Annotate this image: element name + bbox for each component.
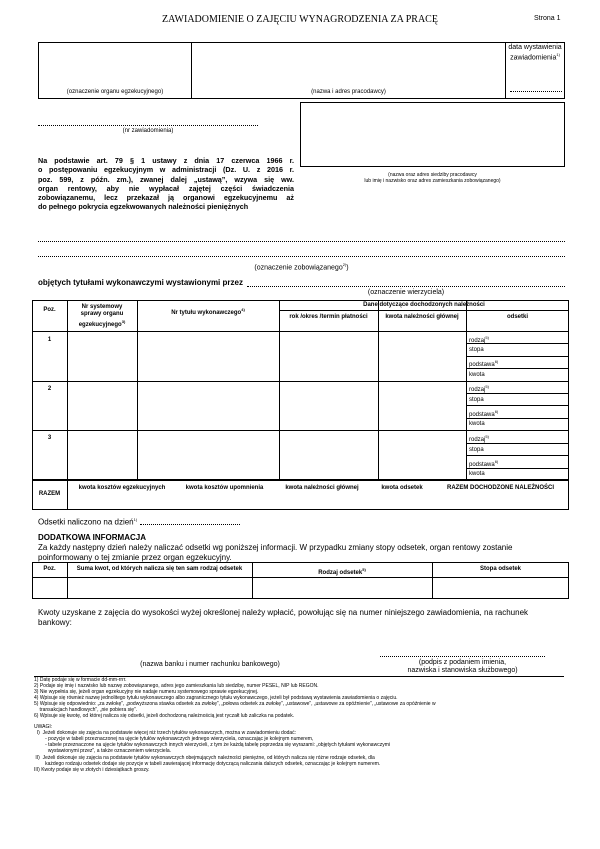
interest-col-poz: Poz. xyxy=(43,566,56,572)
notice-number-label: (nr zawiadomienia) xyxy=(122,128,174,134)
remarks-heading: UWAGI: xyxy=(34,724,53,730)
col-title-no: Nr tytułu wykonawczego$^{4)}$ xyxy=(171,307,245,316)
footnote: transakcjach handlowych”, „nie pobiera się”. xyxy=(34,707,138,713)
col-interest: odsetki xyxy=(506,314,528,320)
sub-label-rate: stopa xyxy=(469,347,484,353)
footnote: 2) Podaje się imię i nazwisko lub nazwę zobowiązanego, adres jego zamieszkania lub siedzibę, numer PESEL, NIP lub REGON. xyxy=(34,683,319,689)
sub-label-rate: stopa xyxy=(469,447,484,453)
remark-line: każdego rodzaju odsetek dodaje się pozycje w tabeli zawierającej informację dotyczącą naliczania dalszych odsetek, oznaczając je kolejnym numerem. xyxy=(34,761,381,767)
additional-heading: DODATKOWA INFORMACJA xyxy=(38,533,146,542)
totals-costs: kwota kosztów egzekucyjnych xyxy=(78,485,166,491)
debtor-label-2: lub imię i nazwisko oraz adres zamieszkania zobowiązanego) xyxy=(364,178,501,184)
legal-text: Na podstawie art. 79 § 1 ustawy z dnia 17 czerwca 1966 r. o postępowaniu egzekucyjnym w administracji (Dz. U. z 2016 r. poz. 599, z późn. zm.), zwanej dalej „ustawą”, wzywa się ww. organ rentowy, aby nie wypłacał zajętej części świadczenia zobowiązanemu, lecz przekazał ją organowi egzekucyjnemu aż do pełnego pokrycia egzekwowanych należności pieniężnych xyxy=(38,156,294,212)
debtor-label-1: (nazwa oraz adres siedziby pracodawcy xyxy=(388,172,477,178)
col-poz: Poz. xyxy=(43,307,56,313)
row-number: 2 xyxy=(47,386,52,392)
sub-label-amount: kwota xyxy=(469,372,485,378)
sub-label-type: rodzaj$^{5)}$ xyxy=(469,335,489,344)
titles-heading: objętych tytułami wykonawczymi wystawionymi przez xyxy=(38,278,243,287)
document-title: ZAWIADOMIENIE O ZAJĘCIU WYNAGRODZENIA ZA PRACĘ xyxy=(162,14,438,25)
remark-line: - tabele przeznaczone na ujęcie tytułów wykonawczych innych wierzycieli, z tym że każdą tabelę poprzedza się wyrazami: „objętych tytułami wykonawczymi xyxy=(34,742,390,748)
totals-sum: RAZEM DOCHODZONE NALEŻNOŚCI xyxy=(447,485,554,491)
remark-line: III) Kwoty podaje się w złotych i dziesiątkach groszy. xyxy=(34,767,150,773)
organ-label: (oznaczenie organu egzekucyjnego) xyxy=(66,89,164,95)
bank-label: (nazwa banku i numer rachunku bankowego) xyxy=(140,661,280,668)
additional-text-1: Za każdy następny dzień należy naliczać odsetki wg poniższej informacji. W przypadku zmiany stopy odsetek, organ rentowy zostanie xyxy=(38,543,513,552)
footnote: 3) Nie wypełnia się, jeżeli organ egzekucyjny nie nadaje numeru systemowego sprawie egzekucyjnej. xyxy=(34,689,259,695)
additional-text-2: poinformowany o tej zmianie przez organ egzekucyjny. xyxy=(38,553,232,562)
sub-label-rate: stopa xyxy=(469,397,484,403)
payment-text-1: Kwoty uzyskane z zajęcia do wysokości wyżej określonej należy wpłacić, powołując się na numer niniejszego zawiadomienia, na rachunek xyxy=(38,608,529,617)
sub-label-amount: kwota xyxy=(469,471,485,477)
col-group: Dane dotyczące dochodzonych należności xyxy=(363,302,485,308)
row-number: 1 xyxy=(47,337,52,343)
signature-label-2: nazwiska i stanowiska służbowego) xyxy=(407,667,518,674)
date-label-1: data wystawienia xyxy=(508,44,562,51)
totals-principal: kwota należności głównej xyxy=(285,485,359,491)
col-system-no: Nr systemowy sprawy organu egzekucyjnego$^{3)}$ xyxy=(78,304,126,328)
col-period: rok /okres /termin płatności xyxy=(289,314,368,320)
remark-line: wystawionymi przez”, a także oznaczeniem wierzyciela. xyxy=(34,748,171,754)
footnote: 4) Wpisuje się również nazwę jednolitego tytułu wykonawczego albo zagranicznego tytułu wykonawczego, jeżeli był podstawą wystawienia zawiadomienia o zajęciu. xyxy=(34,695,398,701)
interest-col-type: Rodzaj odsetek$^{5)}$ xyxy=(318,567,366,576)
obligor-label: (oznaczenie zobowiązanego$^{2)}$) xyxy=(254,262,349,272)
footnote: 5) Wpisuje się odpowiednio: „za zwłokę”, „podwyższona stawka odsetek za zwłokę”, „połowa odsetek za zwłokę”, „ustawowe”, „ustawowe za opóźnienie”, „ustawowe za opóźnienie w xyxy=(34,701,436,707)
sub-label-amount: kwota xyxy=(469,421,485,427)
row-number: 3 xyxy=(47,435,52,441)
signature-label-1: (podpis z podaniem imienia, xyxy=(418,659,507,666)
employer-label: (nazwa i adres pracodawcy) xyxy=(311,89,386,95)
sub-label-basis: podstawa$^{6)}$ xyxy=(469,459,499,468)
col-amount: kwota należności głównej xyxy=(385,314,459,320)
remark-line: II) Jeżeli dokonuje się zajęcia na podstawie tytułów wykonawczych obejmujących należności pieniężne, od których nalicza się różne rodzaje odsetek, dla xyxy=(34,755,375,761)
interest-date-text: Odsetki naliczono na dzień$^{1)}$ xyxy=(38,517,138,527)
footnote: 6) Wpisuje się kwotę, od której nalicza się odsetki, jeżeli dochodzoną należnością jest ryczałt lub zaliczka na podatek. xyxy=(34,713,295,719)
remark-line: - pozycje w tabeli przeznaczonej na ujęcie tytułów wykonawczych jednego wierzyciela, oznaczając je kolejnym numerem, xyxy=(34,736,314,742)
interest-col-sum: Suma kwot, od których nalicza się ten sam rodzaj odsetek xyxy=(76,566,243,572)
creditor-label: (oznaczenie wierzyciela) xyxy=(367,289,445,296)
sub-label-basis: podstawa$^{6)}$ xyxy=(469,359,499,368)
debtor-box[interactable] xyxy=(300,102,565,167)
payment-text-2: bankowy: xyxy=(38,618,72,627)
totals-reminder: kwota kosztów upomnienia xyxy=(185,485,264,491)
totals-interest: kwota odsetek xyxy=(381,485,423,491)
sub-label-type: rodzaj$^{5)}$ xyxy=(469,434,489,443)
totals-label: RAZEM xyxy=(38,491,61,497)
sub-label-basis: podstawa$^{6)}$ xyxy=(469,409,499,418)
remark-line: I) Jeżeli dokonuje się zajęcia na podstawie więcej niż trzech tytułów wykonawczych, można w zawiadomieniu dodać: xyxy=(34,730,297,736)
page-number: Strona 1 xyxy=(534,15,561,22)
sub-label-type: rodzaj$^{5)}$ xyxy=(469,384,489,393)
interest-col-rate: Stopa odsetek xyxy=(479,566,521,572)
date-label-2: zawiadomienia$^{1)}$ xyxy=(510,52,560,62)
footnote: 1) Datę podaje się w formacie dd-mm-rrrr. xyxy=(34,677,127,683)
